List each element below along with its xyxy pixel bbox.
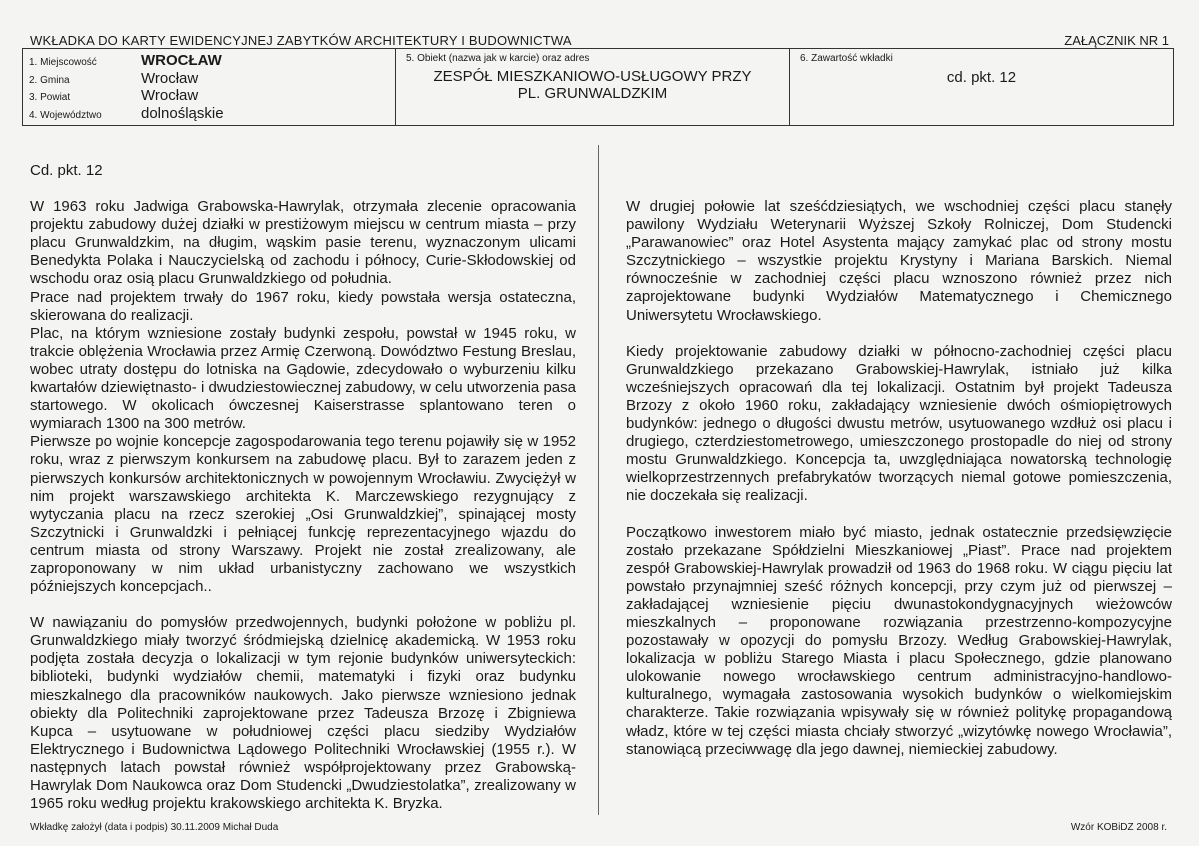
attachment-label: ZAŁĄCZNIK NR 1 [1064,33,1169,48]
contents-cell [790,49,1173,125]
commune-label: 2. Gmina [29,74,70,86]
paragraph: Prace nad projektem trwały do 1967 roku, kiedy powstała wersja ostateczna, skierowana do realizacji. [30,288,576,324]
location-row [29,87,389,105]
locality-label: 1. Miejscowość [29,57,97,68]
paragraph: Kiedy projektowanie zabudowy działki w północno-zachodniej części placu Grunwaldzkiego przekazano Grabowskiej-Hawrylak, istniało już kilka wcześniejszych opracowań dla tej lokalizacji. Ostatnim był projekt Tadeusza Brzozy z około 1960 roku, zakładający wzniesienie dwóch ośmiopiętrowych budynków: jednego o długości dwustu metrów, usytuowanego wzdłuż osi placu i drugiego, czterdziestometrowego, umieszczonego prostopadle do niej od strony mostu Grunwaldzkiego. Koncepcja ta, uwzględniająca nowatorską technologię wielkoprzestrzennych prefabrykatów tworzących niemal gotowe pomieszczenia, nie doczekała się realizacji. [626,342,1172,505]
column-divider [598,145,599,815]
paragraph: Plac, na którym wzniesione zostały budynki zespołu, powstał w 1945 roku, w trakcie oblężenia Wrocławia przez Armię Czerwoną. Dowództwo Festung Breslau, wobec utraty dostępu do lotniska na Gądowie, zdecydowało o wyburzeniu kilku kwartałów dziewiętnasto- i dwudziestowiecznej zabudowy, w celu utworzenia pasa startowego. W okolicach ówczesnej Kaiserstrasse splantowano teren o wymiarach 1300 na 300 metrów. [30,324,576,433]
contents-label: 6. Zawartość wkładki [800,53,893,64]
form-title: WKŁADKA DO KARTY EWIDENCYJNEJ ZABYTKÓW ARCHITEKTURY I BUDOWNICTWA [30,33,572,48]
paragraph: W 1963 roku Jadwiga Grabowska-Hawrylak, otrzymała zlecenie opracowania projektu zabudowy dużej działki w prestiżowym miejscu w centrum miasta – przy placu Grunwaldzkim, na długim, wąskim pasie terenu, wyznaczonym ulicami Benedykta Polaka i Nauczycielską od zachodu i północy, Curie-Skłodowskiej od wschodu oraz osią placu Grunwaldzkiego od południa. [30,198,576,288]
object-name-line1: ZESPÓŁ MIESZKANIOWO-USŁUGOWY PRZY [433,68,752,85]
object-name [406,68,779,102]
voivodeship-label: 4. Województwo [29,109,102,121]
footer-template: Wzór KOBiDZ 2008 r. [1070,822,1167,833]
section-heading: Cd. pkt. 12 [30,162,103,179]
location-row [29,70,389,88]
object-label: 5. Obiekt (nazwa jak w karcie) oraz adres [406,53,590,64]
left-text-column [30,162,576,813]
paragraph: W drugiej połowie lat sześćdziesiątych, we wschodniej części placu stanęły pawilony Wydziału Weterynarii Wyższej Szkoły Rolniczej, Dom Studencki „Parawanowiec” oraz Hotel Asystenta mający zamykać plac od strony mostu Szczytnickiego – wszystkie projektu Krystyny i Mariana Barskich. Niemal równocześnie w zachodniej części placu wznoszono również przez nich zaprojektowane budynki Wydziałów Matematycznego i Chemicznego Uniwersytetu Wrocławskiego. [626,198,1172,324]
paragraph: W nawiązaniu do pomysłów przedwojennych, budynki położone w pobliżu pl. Grunwaldzkiego miały tworzyć śródmiejską dzielnicę akademicką. W 1953 roku podjęta została decyzja o lokalizacji w tym rejonie budynków uniwersyteckich: biblioteki, budynki wydziałów chemii, matematyki i fizyki oraz budynku mieszkalnego dla pracowników naukowych. Jako pierwsze wzniesiono jednak obiekty dla Politechniki zaprojektowane przez Tadeusza Brzozę i Zbigniewa Kupca – usytuowane w południowej części placu siedziby Wydziałów Elektrycznego i Budownictwa Lądowego Politechniki Wrocławskiej (1955 r.). W następnych latach powstał również współprojektowany przez Grabowską-Hawrylak Dom Naukowca oraz Dom Studencki „Dwudziestolatka”, zrealizowany w 1965 roku według projektu krakowskiego architekta K. Bryzka. [30,614,576,813]
paragraph: Początkowo inwestorem miało być miasto, jednak ostatecznie przedsięwzięcie zostało przekazane Spółdzielni Mieszkaniowej „Piast”. Prace nad projektem zespół Grabowskiej-Hawrylak prowadził od 1963 do 1968 roku. W ciągu pięciu lat powstało przynajmniej sześć różnych koncepcji, przy czym już od pierwszej – zakładającej wzniesienie pięciu dwunastokondygnacyjnych wieżowców mieszkalnych – proponowane rozwiązania przestrzenno-kompozycyjne pozostawały w opozycji do pomysłu Brzozy. Według Grabowskiej-Hawrylak, lokalizacja w pobliżu Starego Miasta i placu Społecznego, gdzie planowano ulokowanie nowego wrocławskiego centrum administracyjno-handlowo-kulturalnego, wymagała zastosowania wysokich budynków o wielkomiejskim charakterze. Takie rozwiązania wpisywały się w również politykę propagandową władz, które w tej części miasta chciały stworzyć „wizytówkę nowego Wrocławia”, stanowiącą przeciwwagę dla jego dawnej, niemieckiej zabudowy. [626,523,1172,758]
right-text-column [626,198,1172,759]
header-table [22,48,1174,126]
county-label: 3. Powiat [29,92,71,103]
contents-value: cd. pkt. 12 [946,69,1017,86]
paragraph: Pierwsze po wojnie koncepcje zagospodarowania tego terenu pojawiły się w 1952 roku, wraz z pierwszym konkursem na zabudowę placu. Był to zarazem jeden z pierwszych konkursów architektonicznych w powojennym Wrocławiu. Zwyciężył w nim projekt warszawskiego architekta K. Marczewskiego rezygnujący z wytyczania placu na rzecz szerokiej „Osi Grunwaldzkiej”, spinającej mosty Szczytnicki i Grunwaldzki i pełniącej funkcję reprezentacyjnego wjazdu do centrum miasta od strony Warszawy. Projekt nie został zrealizowany, ale zaproponowany w nim układ urbanistyczny zachowano we wszystkich późniejszych koncepcjach.. [30,433,576,596]
county-value: Wrocław [141,87,199,104]
object-name-line2: PL. GRUNWALDZKIM [517,85,668,102]
location-row [29,105,389,123]
location-row [29,52,389,70]
voivodeship-value: dolnośląskie [141,104,224,122]
location-cell [23,49,396,125]
footer-author: Wkładkę założył (data i podpis) 30.11.2009 Michał Duda [30,822,279,833]
locality-value: WROCŁAW [141,52,222,69]
object-cell [396,49,790,125]
commune-value: Wrocław [141,69,199,87]
